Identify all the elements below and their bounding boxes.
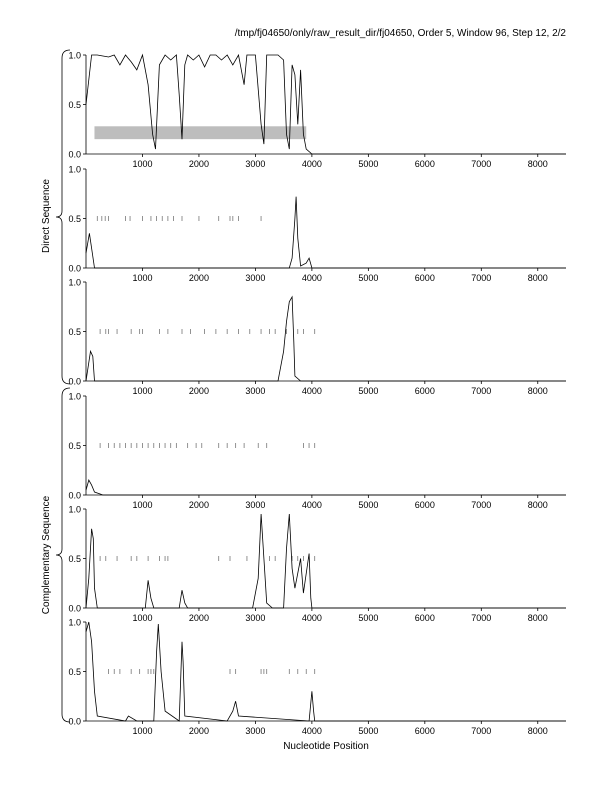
x-tick-label: 4000 <box>301 613 322 623</box>
x-tick-label: 7000 <box>471 273 492 283</box>
y-tick-label: 0.0 <box>68 490 81 501</box>
x-tick-label: 5000 <box>358 273 379 283</box>
x-tick-label: 6000 <box>414 273 435 283</box>
x-tick-label: 1000 <box>132 726 153 736</box>
y-tick-label: 1.0 <box>68 277 81 288</box>
x-tick-label: 6000 <box>414 159 435 169</box>
x-tick-label: 8000 <box>527 386 548 396</box>
panel-direct-frame-3 <box>68 278 566 397</box>
x-tick-label: 3000 <box>245 500 266 510</box>
x-tick-label: 7000 <box>471 386 492 396</box>
direct-sequence-label: Direct Sequence <box>41 179 52 253</box>
series-line <box>86 197 566 268</box>
x-tick-label: 6000 <box>414 726 435 736</box>
y-tick-label: 1.0 <box>68 50 81 61</box>
series-line <box>86 297 566 381</box>
panel-complementary-frame-2 <box>68 505 566 624</box>
y-tick-label: 1.0 <box>68 617 81 628</box>
x-tick-label: 3000 <box>245 159 266 169</box>
x-tick-label: 1000 <box>132 500 153 510</box>
x-tick-label: 4000 <box>301 386 322 396</box>
x-tick-label: 4000 <box>301 500 322 510</box>
y-tick-label: 0.0 <box>68 263 81 274</box>
x-tick-label: 8000 <box>527 273 548 283</box>
x-tick-label: 5000 <box>358 726 379 736</box>
y-tick-label: 0.0 <box>68 716 81 727</box>
series-line <box>86 514 566 608</box>
x-tick-label: 5000 <box>358 159 379 169</box>
panel-direct-frame-2 <box>68 165 566 284</box>
x-tick-label: 7000 <box>471 500 492 510</box>
x-tick-label: 4000 <box>301 726 322 736</box>
x-tick-label: 8000 <box>527 726 548 736</box>
complementary-sequence-label: Complementary Sequence <box>41 495 52 615</box>
x-tick-label: 3000 <box>245 613 266 623</box>
x-tick-label: 3000 <box>245 726 266 736</box>
y-tick-label: 0.0 <box>68 376 81 387</box>
y-tick-label: 0.5 <box>68 100 81 110</box>
y-tick-label: 0.0 <box>68 603 81 614</box>
gap-band <box>94 126 306 139</box>
x-tick-label: 2000 <box>188 159 209 169</box>
x-tick-label: 7000 <box>471 726 492 736</box>
x-tick-label: 8000 <box>527 613 548 623</box>
x-tick-label: 2000 <box>188 386 209 396</box>
x-tick-label: 8000 <box>527 500 548 510</box>
panels <box>68 51 566 737</box>
x-tick-label: 2000 <box>188 273 209 283</box>
x-tick-label: 6000 <box>414 386 435 396</box>
x-tick-label: 2000 <box>188 500 209 510</box>
y-tick-label: 0.5 <box>68 327 81 337</box>
x-tick-label: 8000 <box>527 159 548 169</box>
x-tick-label: 1000 <box>132 273 153 283</box>
y-tick-label: 1.0 <box>68 164 81 175</box>
panel-complementary-frame-1 <box>68 392 566 511</box>
x-tick-label: 5000 <box>358 500 379 510</box>
chart-title: /tmp/fj04650/only/raw_result_dir/fj04650, Order 5, Window 96, Step 12, 2/2 <box>234 28 566 39</box>
x-tick-label: 5000 <box>358 613 379 623</box>
x-axis-label: Nucleotide Position <box>283 741 369 752</box>
x-tick-label: 2000 <box>188 613 209 623</box>
x-tick-label: 1000 <box>132 159 153 169</box>
x-tick-label: 6000 <box>414 500 435 510</box>
y-tick-label: 0.5 <box>68 554 81 564</box>
series-line <box>86 480 566 495</box>
x-tick-label: 7000 <box>471 613 492 623</box>
x-tick-label: 6000 <box>414 613 435 623</box>
y-tick-label: 0.5 <box>68 214 81 224</box>
panel-direct-frame-1 <box>68 51 566 170</box>
x-tick-label: 7000 <box>471 159 492 169</box>
y-tick-label: 1.0 <box>68 391 81 402</box>
x-tick-label: 4000 <box>301 273 322 283</box>
x-tick-label: 2000 <box>188 726 209 736</box>
y-tick-label: 0.5 <box>68 667 81 677</box>
series-line <box>86 622 566 721</box>
x-tick-label: 1000 <box>132 613 153 623</box>
y-tick-label: 0.5 <box>68 441 81 451</box>
y-tick-label: 1.0 <box>68 504 81 515</box>
panel-complementary-frame-3 <box>68 618 566 737</box>
x-tick-label: 3000 <box>245 273 266 283</box>
x-tick-label: 4000 <box>301 159 322 169</box>
y-tick-label: 0.0 <box>68 149 81 160</box>
x-tick-label: 5000 <box>358 386 379 396</box>
x-tick-label: 3000 <box>245 386 266 396</box>
x-tick-label: 1000 <box>132 386 153 396</box>
